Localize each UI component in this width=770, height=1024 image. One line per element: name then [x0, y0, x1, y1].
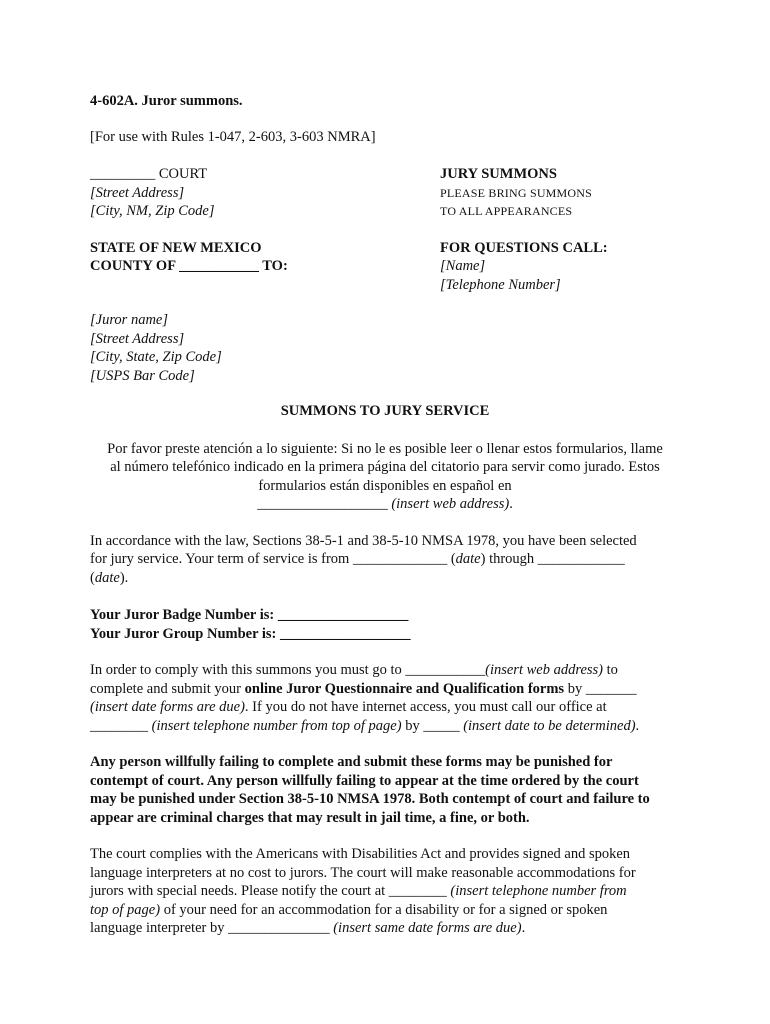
jury-summons-block: [440, 165, 680, 221]
comply-paragraph: [90, 661, 680, 735]
comply-line-4b: by _____: [401, 717, 464, 734]
web-address-blank: __________________: [257, 496, 392, 512]
comply-line-1a: In order to comply with this summons you must go to ___________: [90, 662, 486, 678]
term-line-2: [90, 550, 680, 569]
court-city-line: [City, NM, Zip Code]: [90, 203, 215, 219]
badge-number-line: Your Juror Badge Number is: __________________: [90, 607, 409, 623]
ada-line-3a: jurors with special needs. Please notify the court at ________: [90, 883, 451, 899]
comply-web-hint: (insert web address): [485, 662, 603, 678]
badge-group-block: [90, 606, 680, 643]
ada-line-4: [90, 901, 680, 920]
questions-heading: FOR QUESTIONS CALL:: [440, 239, 608, 256]
juror-address-block: [90, 311, 680, 385]
term-paragraph: [90, 532, 680, 588]
summons-title: SUMMONS TO JURY SERVICE: [280, 403, 490, 419]
questions-name: [Name]: [440, 258, 486, 274]
term-line-3a: (: [90, 569, 95, 586]
start-date-hint: date: [455, 551, 481, 567]
juror-name-line: [Juror name]: [90, 312, 169, 328]
ada-line-5: [90, 919, 680, 938]
court-name-line: _________ COURT: [90, 166, 208, 182]
web-address-hint: (insert web address): [391, 496, 510, 512]
header-row-1: [90, 165, 680, 221]
term-line-3b: ).: [119, 569, 129, 586]
ada-line-2: language interpreters at no cost to jurors. The court will make reasonable accommodations for: [90, 864, 636, 881]
form-title: 4-602A. Juror summons.: [90, 93, 243, 109]
ada-line-3: [90, 882, 680, 901]
ada-phone-hint: (insert telephone number from: [450, 883, 627, 899]
court-address-block: [90, 165, 435, 221]
ada-line-5a: language interpreter by ______________: [90, 920, 334, 936]
comply-line-1: [90, 661, 680, 680]
spanish-notice: [90, 440, 680, 514]
term-line-1: In accordance with the law, Sections 38-5-1 and 38-5-10 NMSA 1978, you have been selected: [90, 532, 637, 549]
term-line-3: [90, 569, 680, 588]
ada-phone-hint-end: top of page): [90, 901, 161, 918]
end-date-hint: date: [94, 569, 120, 586]
questions-phone: [Telephone Number]: [440, 276, 561, 293]
phone-hint: (insert telephone number from top of page): [151, 717, 402, 734]
questionnaire-forms-text: online Juror Questionnaire and Qualification forms: [244, 680, 565, 697]
court-street-line: [Street Address]: [90, 184, 185, 201]
state-county-block: [90, 239, 435, 295]
juror-city-line: [City, State, Zip Code]: [90, 349, 222, 365]
spanish-line-2: al número telefónico indicado en la primera página del citatorio para servir como jurado. Estos: [110, 459, 660, 475]
group-number-line: Your Juror Group Number is: __________________: [90, 625, 411, 642]
term-line-2b: ) through ____________: [480, 551, 625, 567]
comply-line-1b: to: [603, 662, 618, 678]
all-appearances-line: TO ALL APPEARANCES: [440, 203, 573, 218]
warning-line-3: may be punished under Section 38-5-10 NMSA 1978. Both contempt of court and failure to: [90, 791, 650, 807]
spanish-line-3: formularios están disponibles en español en: [258, 477, 512, 494]
term-line-2a: for jury service. Your term of service is from _____________ (: [90, 551, 456, 567]
state-line: STATE OF NEW MEXICO: [90, 239, 262, 256]
ada-line-5b: .: [521, 920, 526, 936]
warning-line-1: Any person willfully failing to complete and submit these forms may be punished for: [90, 754, 613, 770]
juror-street-line: [Street Address]: [90, 330, 185, 347]
comply-line-4a: ________: [90, 717, 152, 734]
due-date-hint: (insert date forms are due): [90, 699, 245, 715]
comply-line-3: [90, 698, 680, 717]
ada-paragraph: [90, 845, 680, 938]
comply-line-4: [90, 717, 680, 736]
tbd-date-hint: (insert date to be determined): [463, 717, 636, 734]
bring-summons-line: PLEASE BRING SUMMONS: [440, 185, 593, 200]
comply-line-3b: . If you do not have internet access, you must call our office at: [244, 699, 607, 715]
comply-line-2a: complete and submit your: [90, 680, 245, 697]
juror-barcode-line: [USPS Bar Code]: [90, 367, 195, 384]
ada-date-hint: (insert same date forms are due): [333, 920, 522, 936]
warning-line-4: appear are criminal charges that may result in jail time, a fine, or both.: [90, 809, 530, 826]
ada-line-1: The court complies with the Americans with Disabilities Act and provides signed and spoken: [90, 846, 631, 862]
document-page: [90, 92, 680, 938]
comply-line-4c: .: [635, 717, 640, 734]
spanish-period: .: [509, 496, 513, 512]
ada-line-4b: of your need for an accommodation for a disability or for a signed or spoken: [160, 901, 608, 918]
spanish-line-4: [90, 495, 680, 514]
comply-line-2b: by _______: [564, 680, 637, 697]
spanish-line-1: Por favor preste atención a lo siguiente: Si no le es posible leer o llenar estos formularios, llame: [107, 440, 663, 457]
jury-summons-heading: JURY SUMMONS: [440, 166, 557, 182]
questions-block: [440, 239, 680, 295]
warning-paragraph: [90, 753, 680, 827]
comply-line-2: [90, 680, 680, 699]
warning-line-2: contempt of court. Any person willfully failing to appear at the time ordered by the court: [90, 772, 639, 789]
header-row-2: [90, 239, 680, 295]
county-line: COUNTY OF ___________ TO:: [90, 258, 288, 274]
rules-note: [For use with Rules 1-047, 2-603, 3-603 NMRA]: [90, 128, 376, 145]
